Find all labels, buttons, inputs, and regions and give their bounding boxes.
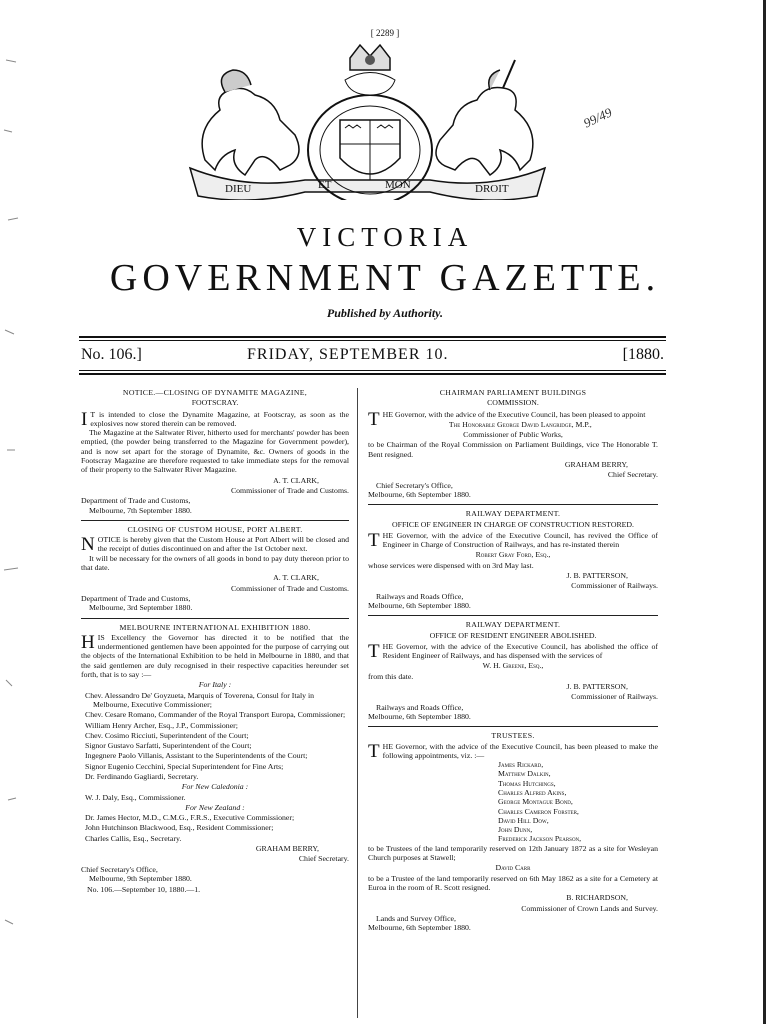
subheading-italy: For Italy : [198, 680, 232, 690]
appointee-title: Commissioner of Public Works, [463, 430, 563, 440]
signature-title: Commissioner of Trade and Customs. [230, 485, 349, 495]
notice-paragraph [81, 633, 349, 679]
issue-year: [1880. [622, 346, 664, 363]
notice-heading: RAILWAY DEPARTMENT. [465, 509, 561, 519]
rule-bottom [79, 373, 666, 375]
signature: J. B. PATTERSON, [566, 682, 628, 692]
date-line: Melbourne, 6th September 1880. [368, 711, 471, 721]
notice-paragraph [368, 642, 658, 661]
handwritten-note: 99/49 [581, 104, 615, 131]
list-item: Chev. Cosimo Ricciuti, Superintendent of the Court; [85, 730, 249, 740]
paragraph-text: OTICE is hereby given that the Custom House at Port Albert will be closed and the receipt of duties discontinued on and after the 1st October next. [97, 535, 349, 554]
notice-heading: MELBOURNE INTERNATIONAL EXHIBITION 1880. [119, 622, 311, 632]
list-item: Dr. Ferdinando Gagliardi, Secretary. [85, 771, 199, 781]
list-item: William Henry Archer, Esq., J.P., Commissioner; [85, 720, 238, 730]
paragraph-text: T is intended to close the Dynamite Magazine, at Footscray, as soon as the explosives now stored therein can be removed. [90, 409, 349, 428]
right-edge-bar [763, 0, 766, 1024]
left-column [81, 386, 349, 895]
appointee-name: David Carr [495, 863, 531, 873]
signature: GRAHAM BERRY, [255, 844, 319, 854]
notice-subheading: FOOTSCRAY. [191, 398, 239, 408]
motto-mon: MON [385, 179, 411, 191]
trustee-name: Charles Alfred Akins, [498, 787, 567, 797]
trustee-name: George Montague Bond, [498, 797, 573, 807]
notice-heading: CLOSING OF CUSTOM HOUSE, PORT ALBERT. [127, 524, 303, 534]
separator [81, 618, 349, 619]
signature-title: Commissioner of Railways. [571, 581, 658, 591]
motto-droit: DROIT [475, 183, 509, 195]
drop-cap: N [81, 534, 95, 556]
date-line: Melbourne, 6th September 1880. [368, 489, 471, 499]
appointee-name: The Honorable George David Langridge, M.P., [448, 419, 592, 429]
notice-paragraph: from this date. [368, 671, 414, 681]
notice-paragraph [368, 531, 658, 550]
date-line: Melbourne, 3rd September 1880. [89, 603, 193, 613]
motto-et: ET [318, 179, 332, 191]
rule-top [79, 336, 666, 338]
list-item: W. J. Daly, Esq., Commissioner. [85, 792, 186, 802]
page-number: [ 2289 ] [370, 28, 400, 38]
signature-title: Commissioner of Railways. [571, 692, 658, 702]
drop-cap: T [368, 740, 380, 762]
list-item: John Hutchinson Blackwood, Esq., Resident Commissioner; [85, 823, 274, 833]
issue-number: No. 106.] [81, 346, 142, 363]
trustee-list [368, 760, 658, 844]
date-line: Melbourne, 6th September 1880. [368, 600, 471, 610]
rule-bottom-thin [79, 370, 666, 371]
left-margin-marks [0, 40, 24, 1020]
signature-title: Commissioner of Crown Lands and Survey. [521, 903, 658, 913]
subheading-new-caledonia: For New Caledonia : [181, 782, 249, 792]
motto-dieu: DIEU [225, 183, 252, 195]
rule-top-thin [79, 340, 666, 341]
page-footer: No. 106.—September 10, 1880.—1. [87, 885, 201, 895]
separator [368, 726, 658, 727]
royal-coat-of-arms [185, 40, 550, 200]
trustee-name: James Rickard, [498, 760, 544, 770]
office-line: Chief Secretary's Office, [376, 480, 453, 490]
list-item: Chev. Alessandro De' Goyzueta, Marquis of Toverena, Consul for Italy in Melbourne, Executive Commissioner; [85, 690, 315, 709]
drop-cap: I [81, 408, 88, 430]
office-line: Railways and Roads Office, [376, 702, 464, 712]
notice-subheading: COMMISSION. [487, 398, 539, 408]
list-item: Charles Callis, Esq., Secretary. [85, 833, 182, 843]
signature: B. RICHARDSON, [566, 893, 628, 903]
trustee-name: David Hill Dow, [498, 815, 549, 825]
signature: A. T. CLARK, [273, 573, 319, 583]
trustee-name: Charles Cameron Forster, [498, 806, 579, 816]
appointee-name: Robert Gray Ford, Esq., [475, 550, 551, 560]
trustee-name: John Dunn, [498, 825, 533, 835]
signature-title: Commissioner of Trade and Customs. [230, 583, 349, 593]
signature: GRAHAM BERRY, [564, 460, 628, 470]
published-by-authority: Published by Authority. [326, 306, 444, 320]
issue-date: FRIDAY, SEPTEMBER 10. [247, 346, 449, 363]
notice-paragraph: whose services were dispensed with on 3rd May last. [368, 560, 534, 570]
paragraph-text: HE Governor, with the advice of the Executive Council, has revived the Office of Engineer in Charge of Construction of Railways, and has re-instated therein [382, 530, 658, 550]
list-item: Signor Eugenio Cecchini, Special Superintendent for Fine Arts; [85, 761, 284, 771]
notice-subheading: OFFICE OF ENGINEER IN CHARGE OF CONSTRUCTION RESTORED. [391, 519, 634, 529]
notice-heading: CHAIRMAN PARLIAMENT BUILDINGS [439, 388, 587, 397]
notice-paragraph: to be Trustees of the land temporarily reserved on 12th January 1872 as a site for Wesleyan Church purposes at Stawell; [368, 843, 658, 863]
title-victoria: VICTORIA [296, 222, 474, 252]
subheading-new-zealand: For New Zealand : [185, 802, 245, 812]
right-column [368, 386, 658, 932]
paragraph-text: HE Governor, with the advice of the Executive Council, has been pleased to make the following appointments, viz. :— [382, 741, 658, 760]
office-line: Department of Trade and Customs, [81, 496, 191, 506]
separator [368, 504, 658, 505]
notice-paragraph [81, 410, 349, 429]
notice-paragraph: It will be necessary for the owners of all goods in bond to pay duty thereon prior to that date. [81, 553, 349, 573]
paragraph-text: HE Governor, with the advice of the Executive Council, has been pleased to appoint [382, 409, 646, 419]
notice-heading: NOTICE.—CLOSING OF DYNAMITE MAGAZINE, [122, 388, 308, 397]
drop-cap: T [368, 640, 380, 662]
notice-paragraph [81, 535, 349, 554]
list-item: Ingegnere Paolo Villanis, Assistant to the Superintendents of the Court; [85, 751, 308, 761]
title-government-gazette: GOVERNMENT GAZETTE. [109, 257, 661, 299]
drop-cap: H [81, 631, 95, 653]
notice-heading: TRUSTEES. [491, 731, 535, 741]
trustee-name: Matthew Dalkin, [498, 769, 551, 779]
notice-heading: RAILWAY DEPARTMENT. [465, 620, 561, 630]
list-item: Dr. James Hector, M.D., C.M.G., F.R.S., Executive Commissioner; [85, 813, 295, 823]
date-line: Melbourne, 9th September 1880. [89, 873, 192, 883]
signature-title: Chief Secretary. [298, 854, 349, 864]
notice-paragraph: to be Chairman of the Royal Commission on Parliament Buildings, vice The Honorable T. Bent resigned. [368, 440, 658, 459]
list-item: Chev. Cesare Romano, Commander of the Royal Transport Europa, Commissioner; [85, 710, 346, 720]
office-line: Lands and Survey Office, [376, 913, 456, 923]
office-line: Railways and Roads Office, [376, 591, 464, 601]
office-line: Chief Secretary's Office, [81, 864, 158, 874]
signature: J. B. PATTERSON, [566, 571, 628, 581]
notice-subheading: OFFICE OF RESIDENT ENGINEER ABOLISHED. [429, 630, 597, 640]
date-line: Melbourne, 6th September 1880. [368, 923, 471, 933]
signature: A. T. CLARK, [273, 475, 319, 485]
list-item: Signor Gustavo Sarfatti, Superintendent of the Court; [85, 741, 252, 751]
signature-title: Chief Secretary. [607, 470, 658, 480]
column-divider [357, 388, 358, 1018]
paragraph-text: IS Excellency the Governor has directed it to be notified that the undermentioned gentlemen have been appointed for the purpose of carrying out the objects of the International Exhibition to be held in Melbourne in 1880, and that the said gentlemen are duly recognised in their respective capacities hereunder set forth, that is to say :— [81, 632, 349, 680]
trustee-name: Frederick Jackson Pearson, [498, 834, 582, 844]
separator [81, 520, 349, 521]
date-line: Melbourne, 7th September 1880. [89, 505, 192, 515]
notice-paragraph: The Magazine at the Saltwater River, hitherto used for merchants' powder has been emptied, (the powder being transferred to the Magazine for Government powder), and is now set apart for the storage of Dynamite, &c. Owners of goods in the Footscray Magazine are therefore requested to take immediate steps for the removal of their property to the Saltwater River Magazine. [81, 428, 349, 475]
drop-cap: T [368, 408, 380, 430]
drop-cap: T [368, 529, 380, 551]
appointee-name: W. H. Greene, Esq., [482, 661, 544, 671]
notice-paragraph [368, 742, 658, 761]
paragraph-text: HE Governor, with the advice of the Executive Council, has abolished the office of Resident Engineer of Railways, and has dispensed with the services of [382, 641, 658, 661]
notice-paragraph: to be a Trustee of the land temporarily reserved on 6th May 1862 as a site for a Cemetery at Euroa in the room of R. Scott resigned. [368, 873, 658, 892]
office-line: Department of Trade and Customs, [81, 593, 191, 603]
separator [368, 615, 658, 616]
trustee-name: Thomas Hutchings, [498, 778, 556, 788]
